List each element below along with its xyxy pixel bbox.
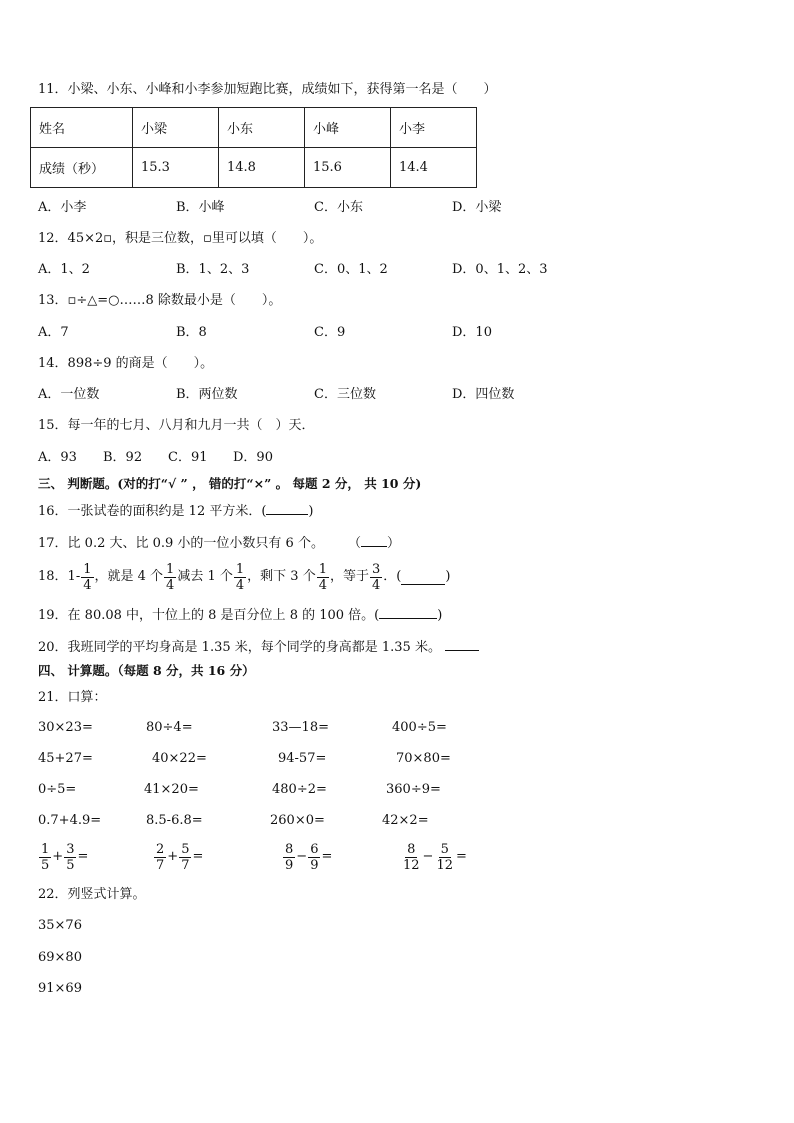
calc-item: 360÷9= [386,782,441,797]
option-a: A．小李 [38,200,87,215]
option-c: C．0、1、2 [314,262,388,277]
calc-item: 45+27= [38,751,93,766]
fraction [370,562,382,593]
calc-item: 260×0= [270,813,325,828]
denominator: 7 [156,857,165,873]
option-b: B．小峰 [176,200,225,215]
question-20 [38,636,479,658]
denominator: 4 [83,577,92,593]
answer-blank[interactable] [361,532,387,547]
fraction [317,562,329,593]
denominator: 7 [181,857,190,873]
numerator: 1 [41,841,50,857]
paren-close: ) [437,608,443,623]
option-a: A．7 [38,325,69,340]
question-17 [38,532,400,554]
option-d: D．四位数 [452,387,515,402]
denominator: 12 [403,857,420,873]
score-table [30,107,477,188]
option-d: D．小梁 [452,200,502,215]
option-b: B．8 [176,325,207,340]
numerator: 1 [318,561,327,577]
question-12: 12．45×2▫，积是三位数，▫里可以填（ ）。 [38,231,323,246]
option-b: B．1、2、3 [176,262,250,277]
paren-open: （ [347,536,361,551]
fraction [179,842,191,873]
calc-item: 0.7+4.9= [38,813,102,828]
question-19-text: 19．在 80.08 中，十位上的 8 是百分位上 8 的 100 倍。( [38,608,380,623]
question-16-text: 16．一张试卷的面积约是 12 平方米．( [38,504,267,519]
paren-close: ） [386,536,400,551]
fraction [234,562,246,593]
paren-close: ) [308,504,314,519]
option-c: C．小东 [314,200,363,215]
numerator: 5 [440,841,449,857]
operator: − [422,849,434,864]
answer-blank[interactable] [266,500,308,515]
calc-item: 40×22= [152,751,207,766]
calc-item: 42×2= [382,813,429,828]
denominator: 5 [66,857,75,873]
question-18 [38,558,450,597]
calc-item: 480÷2= [272,782,327,797]
option-b: B．两位数 [176,387,238,402]
question-20-text: 20．我班同学的平均身高是 1.35 米，每个同学的身高都是 1.35 米。 [38,640,441,655]
fraction-calc [282,838,332,877]
fraction [434,842,455,873]
calc-item: 400÷5= [392,720,447,735]
operator: + [52,849,64,864]
numerator: 6 [310,841,319,857]
numerator: 1 [83,561,92,577]
question-21-title: 21．口算： [38,690,107,705]
fraction [81,562,93,593]
question-11: 11．小梁、小东、小峰和小李参加短跑比赛，成绩如下，获得第一名是（ ） [38,82,497,97]
table-cell: 15.6 [305,148,391,188]
question-18-prefix: 18．1- [38,569,81,584]
option-d: D．90 [233,450,273,465]
answer-blank[interactable] [379,604,437,619]
option-c: C．三位数 [314,387,376,402]
calc-item: 30×23= [38,720,93,735]
denominator: 4 [235,577,245,593]
numerator: 3 [66,841,75,857]
option-d: D．0、1、2、3 [452,262,548,277]
option-c: C．9 [314,325,346,340]
equals: = [321,849,333,864]
table-cell: 15.3 [133,148,219,188]
numerator: 1 [235,561,245,577]
question-17-text: 17．比 0.2 大、比 0.9 小的一位小数只有 6 个。 [38,536,324,551]
denominator: 5 [41,857,50,873]
table-cell: 14.4 [391,148,477,188]
fraction [401,842,422,873]
option-a: A．1、2 [38,262,90,277]
numerator: 2 [156,841,165,857]
table-header-cell: 姓名 [31,108,133,148]
calc-item: 33—18= [272,720,329,735]
fraction [64,842,76,873]
fraction [308,842,320,873]
denominator: 9 [285,857,294,873]
operator: + [167,849,179,864]
equals: = [456,849,467,864]
option-a: A．一位数 [38,387,100,402]
denominator: 4 [166,577,175,593]
fraction [283,842,295,873]
numerator: 8 [407,841,416,857]
table-header-cell: 小东 [219,108,305,148]
calc-item: 8.5-6.8= [146,813,203,828]
numerator: 1 [166,561,175,577]
paren-close: ) [445,569,451,584]
fraction-calc [38,838,88,877]
vertical-calc-item: 35×76 [38,918,82,933]
calc-item: 0÷5= [38,782,77,797]
calc-item: 94-57= [278,751,327,766]
paren-open: ．( [383,569,402,584]
fraction [154,842,166,873]
vertical-calc-item: 69×80 [38,950,82,965]
option-a: A．93 [38,450,77,465]
question-18-text: 减去 1 个 [177,569,233,584]
denominator: 4 [372,577,381,593]
section-3-heading: 三、 判断题。(对的打“√ ” ， 错的打“×” 。 每题 2 分， 共 10 分) [38,476,422,491]
question-15: 15．每一年的七月、八月和九月一共（ ）天． [38,418,315,433]
numerator: 8 [285,841,294,857]
numerator: 3 [372,561,381,577]
table-cell: 成绩（秒） [31,148,133,188]
numerator: 5 [181,841,190,857]
fraction [39,842,51,873]
fraction-calc [400,838,467,877]
question-14: 14．898÷9 的商是（ ）。 [38,356,214,371]
option-d: D．10 [452,325,492,340]
calc-item: 80÷4= [146,720,193,735]
equals: = [77,849,89,864]
table-header-cell: 小峰 [305,108,391,148]
question-16 [38,500,314,522]
question-18-text: ，等于 [329,569,369,584]
denominator: 12 [436,857,453,873]
question-13: 13．▫÷△=○……8 除数最小是（ ）。 [38,293,282,308]
option-b: B．92 [103,450,143,465]
table-header-cell: 小梁 [133,108,219,148]
question-19 [38,604,442,626]
table-row [31,108,477,148]
calc-item: 70×80= [396,751,451,766]
table-header-cell: 小李 [391,108,477,148]
option-c: C．91 [168,450,208,465]
question-18-text: ，就是 4 个 [94,569,164,584]
equals: = [192,849,204,864]
answer-blank[interactable] [401,570,445,585]
operator: − [296,849,308,864]
table-cell: 14.8 [219,148,305,188]
calc-item: 41×20= [144,782,199,797]
question-22-title: 22．列竖式计算。 [38,887,146,902]
question-18-text: ，剩下 3 个 [247,569,316,584]
denominator: 4 [318,577,327,593]
vertical-calc-item: 91×69 [38,981,82,996]
section-4-heading: 四、 计算题。（每题 8 分，共 16 分） [38,663,255,678]
answer-blank[interactable] [445,636,479,651]
denominator: 9 [310,857,319,873]
table-row [31,148,477,188]
fraction-calc [153,838,203,877]
fraction [164,562,176,593]
